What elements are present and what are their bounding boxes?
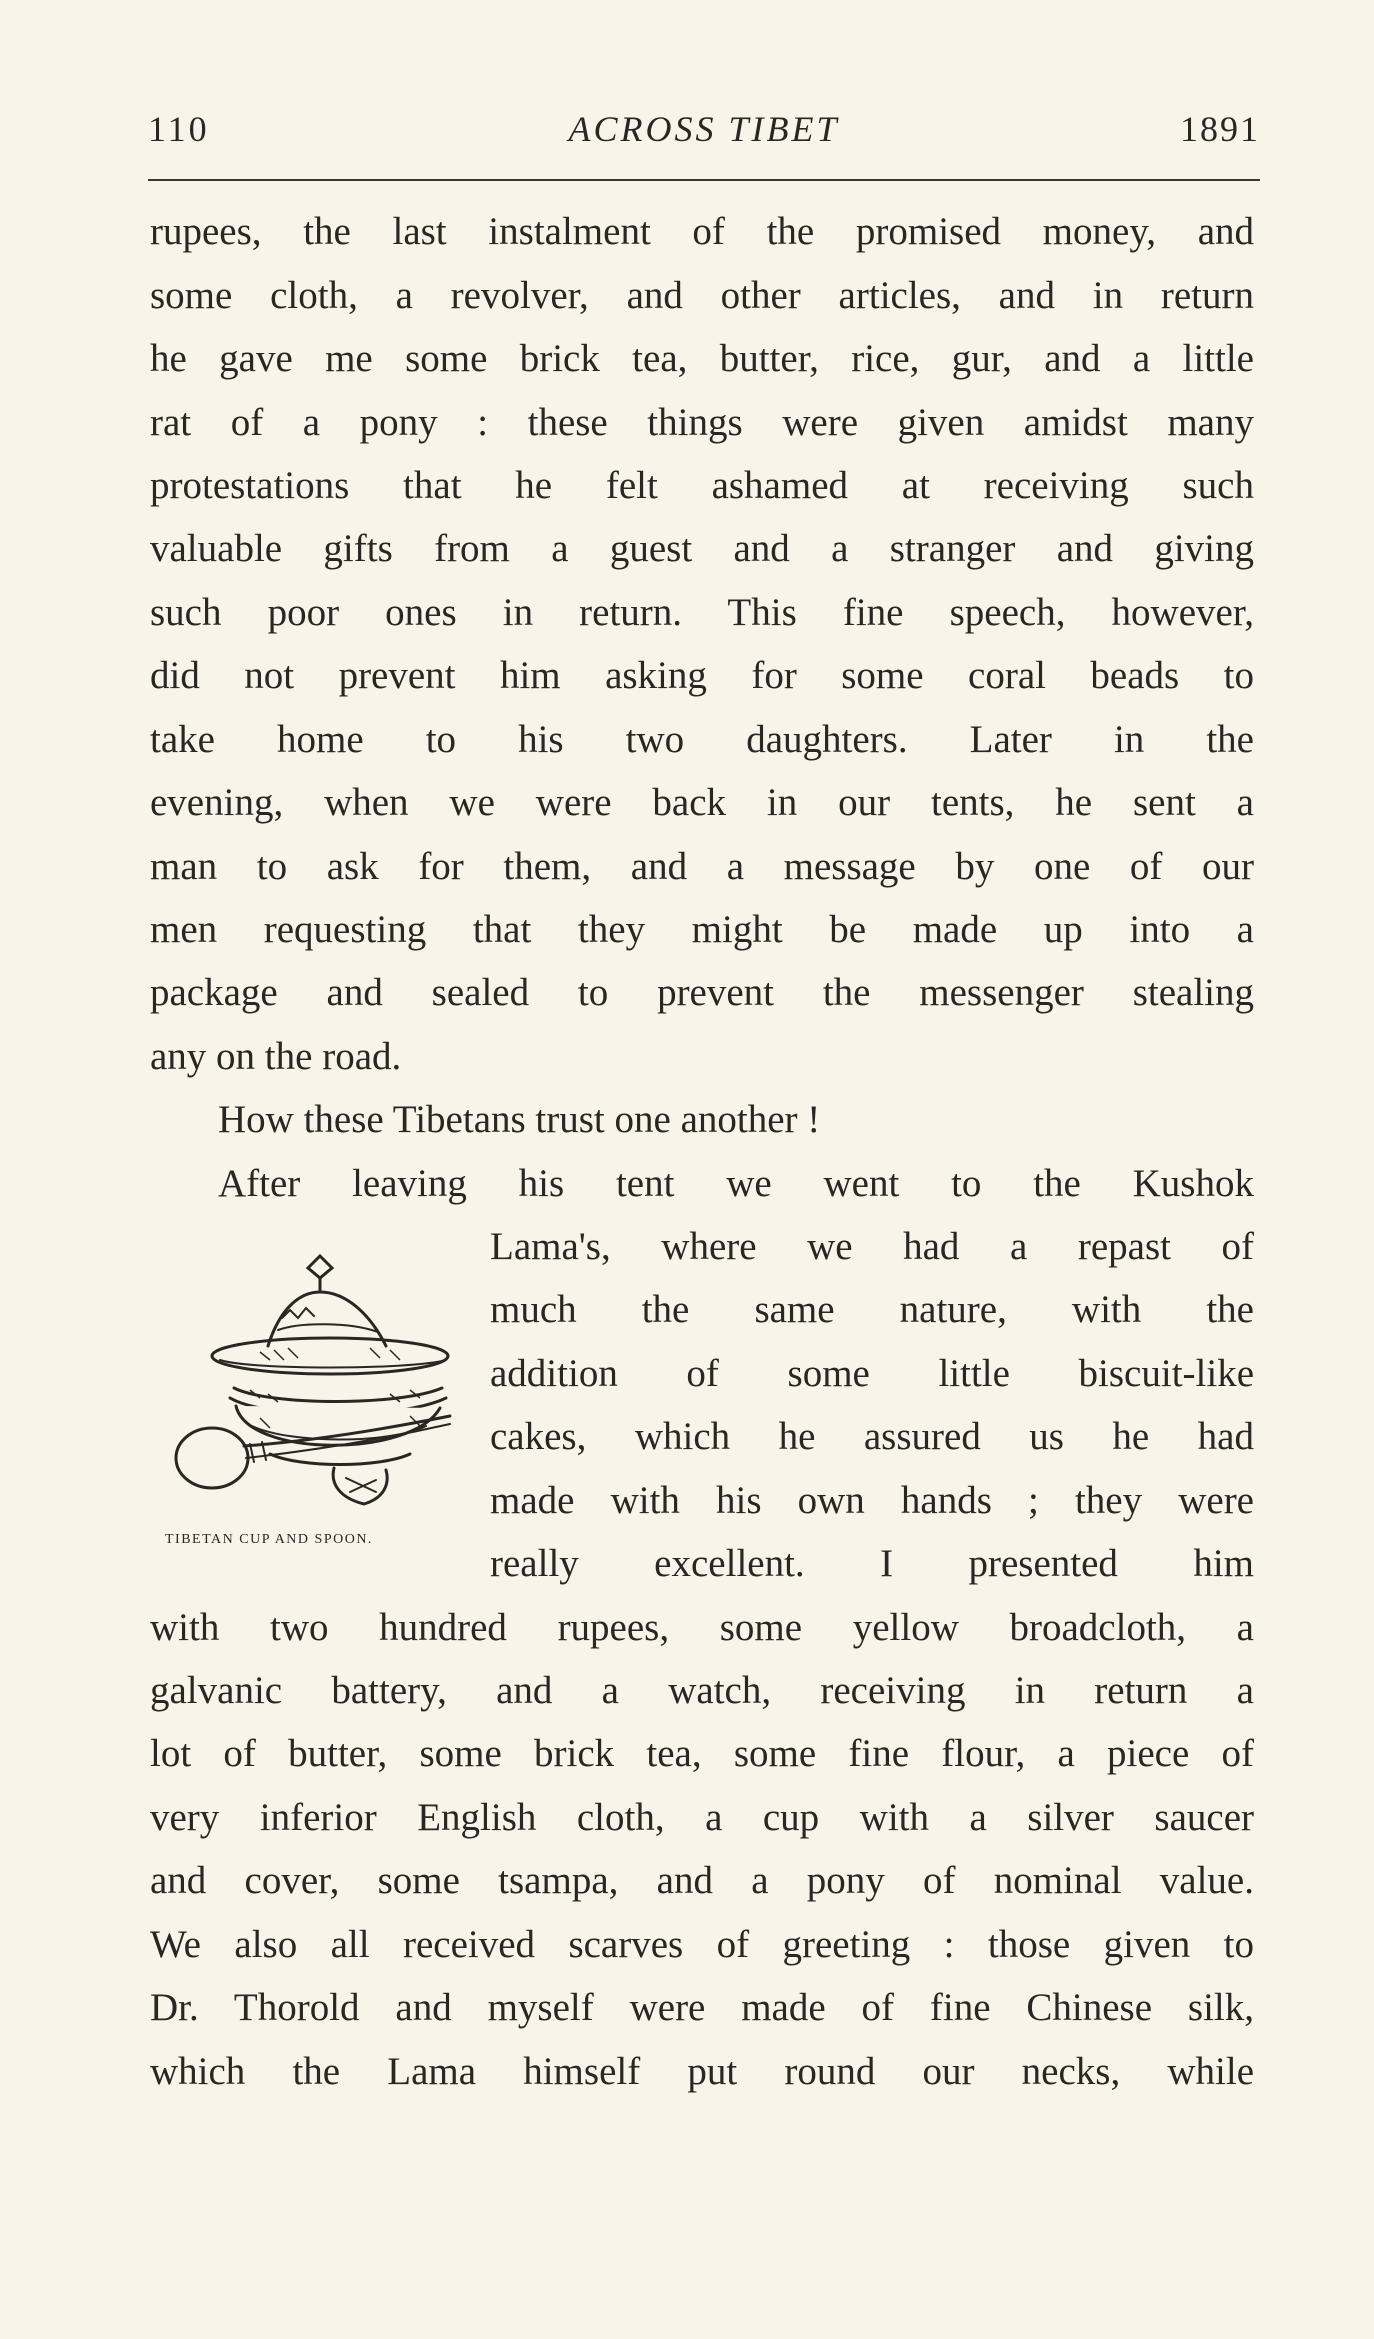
header-rule — [148, 179, 1260, 181]
page-number: 110 — [148, 109, 210, 149]
body-line: did not prevent him asking for some coral beads to — [150, 654, 1254, 697]
body-line: which the Lama himself put round our necks, while — [150, 2050, 1254, 2093]
tibetan-cup-and-spoon-illustration — [150, 1248, 480, 1528]
body-line: package and sealed to prevent the messenger stealing — [150, 971, 1254, 1014]
body-line: addition of some little biscuit-like — [490, 1352, 1254, 1395]
body-line: made with his own hands ; they were — [490, 1479, 1254, 1522]
body-line: he gave me some brick tea, butter, rice, gur, and a little — [150, 337, 1254, 380]
figure-caption: TIBETAN CUP AND SPOON. — [165, 1532, 373, 1547]
body-line: take home to his two daughters. Later in the — [150, 718, 1254, 761]
body-line: We also all received scarves of greeting : those given to — [150, 1923, 1254, 1966]
body-line: evening, when we were back in our tents, he sent a — [150, 781, 1254, 824]
body-line: men requesting that they might be made up into a — [150, 908, 1254, 951]
body-line: lot of butter, some brick tea, some fine flour, a piece of — [150, 1732, 1254, 1775]
body-line: any on the road. — [150, 1035, 402, 1078]
body-line: Lama's, where we had a repast of — [490, 1225, 1254, 1268]
body-line: Dr. Thorold and myself were made of fine Chinese silk, — [150, 1986, 1254, 2029]
body-line: galvanic battery, and a watch, receiving in return a — [150, 1669, 1254, 1712]
body-line: How these Tibetans trust one another ! — [218, 1098, 821, 1141]
body-line: rat of a pony : these things were given amidst many — [150, 401, 1254, 444]
body-line: man to ask for them, and a message by one of our — [150, 845, 1254, 888]
body-line: rupees, the last instalment of the promised money, and — [150, 210, 1254, 253]
body-line: some cloth, a revolver, and other articles, and in return — [150, 274, 1254, 317]
body-line: After leaving his tent we went to the Kushok — [218, 1162, 1254, 1205]
running-title: ACROSS TIBET — [568, 109, 840, 149]
year-label: 1891 — [1180, 109, 1260, 149]
body-line: protestations that he felt ashamed at receiving such — [150, 464, 1254, 507]
body-line: with two hundred rupees, some yellow broadcloth, a — [150, 1606, 1254, 1649]
body-line: very inferior English cloth, a cup with a silver saucer — [150, 1796, 1254, 1839]
page-header — [148, 108, 1260, 160]
body-line: cakes, which he assured us he had — [490, 1415, 1254, 1458]
body-line: and cover, some tsampa, and a pony of nominal value. — [150, 1859, 1254, 1902]
cup-and-spoon-icon — [150, 1248, 480, 1528]
body-line: really excellent. I presented him — [490, 1542, 1254, 1585]
body-line: valuable gifts from a guest and a stranger and giving — [150, 527, 1254, 570]
body-line: much the same nature, with the — [490, 1288, 1254, 1331]
body-line: such poor ones in return. This fine speech, however, — [150, 591, 1254, 634]
